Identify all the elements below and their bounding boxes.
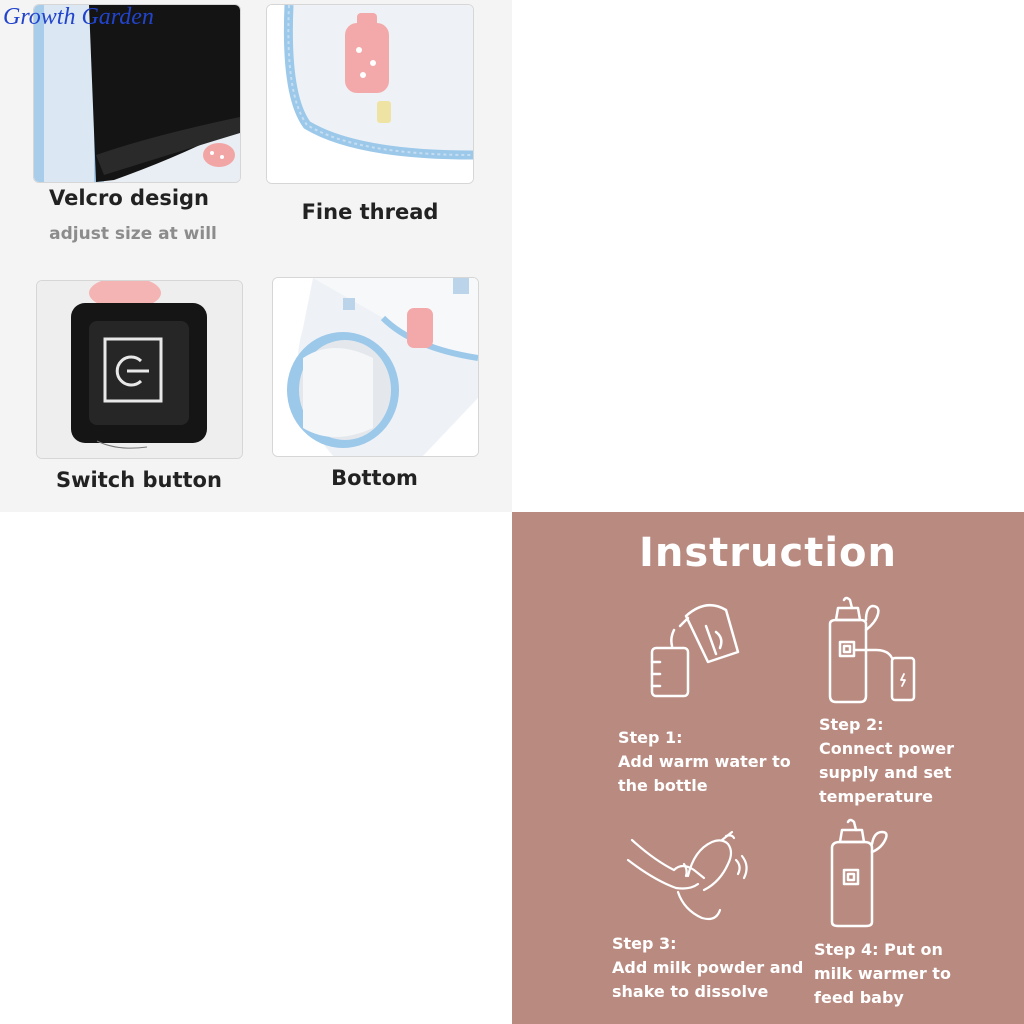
instruction-panel xyxy=(512,512,1024,1024)
step-1-label: Step 1: xyxy=(618,728,683,747)
switch-button-photo xyxy=(36,280,243,459)
step-4-text: milk warmer to feed baby xyxy=(814,964,951,1007)
step-4-label: Step 4: Put on xyxy=(814,940,943,959)
fine-thread-image xyxy=(267,5,473,183)
instruction-title: Instruction xyxy=(639,530,897,576)
feature-title-bottom: Bottom xyxy=(331,466,418,490)
switch-button-image xyxy=(37,281,242,458)
warmer-power-icon xyxy=(816,596,920,708)
shake-bottle-icon xyxy=(624,830,752,926)
feature-title-switch: Switch button xyxy=(56,468,222,492)
bottom-image xyxy=(273,278,478,456)
step-2-text: Connect power supply and set temperature xyxy=(819,739,955,806)
kettle-pour-icon xyxy=(644,596,744,702)
warmer-bottle-icon xyxy=(822,818,898,930)
step-3-label: Step 3: xyxy=(612,934,677,953)
watermark: Growth Garden xyxy=(3,4,154,30)
step-1-text: Add warm water to the bottle xyxy=(618,752,791,795)
feature-title-fine-thread: Fine thread xyxy=(301,200,439,224)
product-features-panel xyxy=(0,0,512,512)
step-3-text: Add milk powder and shake to dissolve xyxy=(612,958,804,1001)
bottom-photo xyxy=(272,277,479,457)
feature-subtitle-velcro: adjust size at will xyxy=(49,224,217,244)
fine-thread-photo xyxy=(266,4,474,184)
feature-title-velcro: Velcro design xyxy=(48,186,210,210)
velcro-image xyxy=(34,5,240,182)
step-2-label: Step 2: xyxy=(819,715,884,734)
